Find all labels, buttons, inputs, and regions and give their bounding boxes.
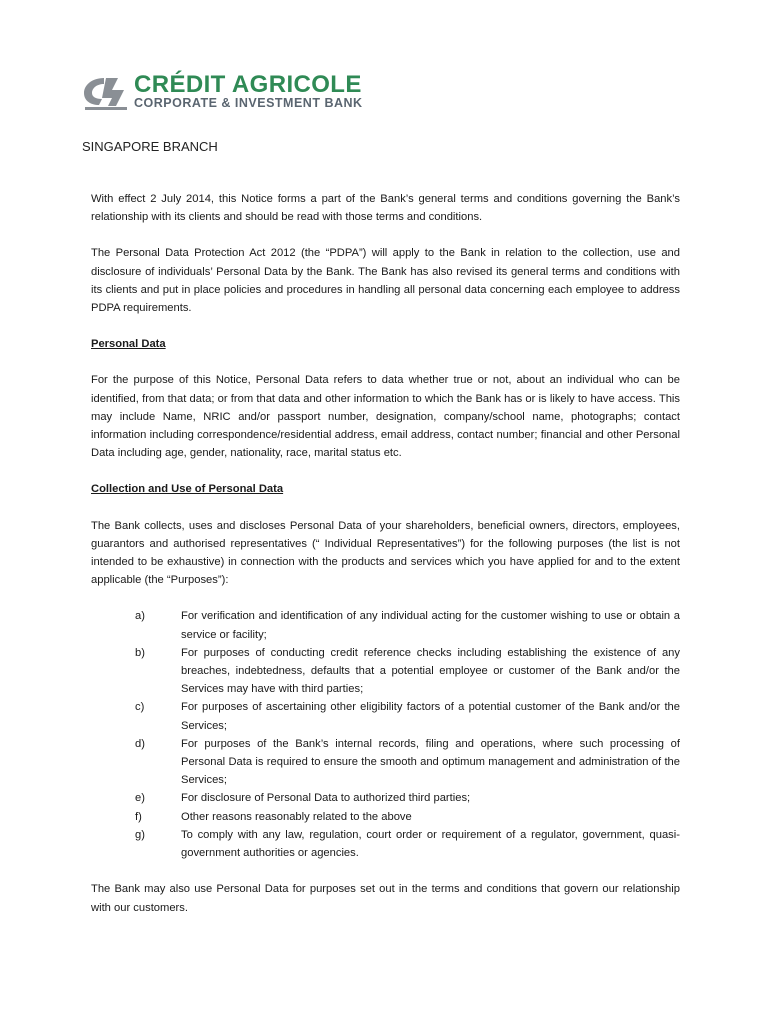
logo-subtitle: CORPORATE & INVESTMENT BANK (134, 96, 363, 110)
closing-paragraph: The Bank may also use Personal Data for purposes set out in the terms and conditions that govern our relationship with our customers. (91, 883, 680, 914)
list-marker: d) (135, 737, 145, 750)
list-text: For verification and identification of any individual acting for the customer wishing to use or obtain a service or facility; (181, 610, 680, 641)
list-text: For purposes of ascertaining other eligibility factors of a potential customer of the Bank and/or the Services; (181, 701, 680, 732)
list-item (91, 735, 680, 790)
section-heading-personal-data: Personal Data (91, 338, 166, 351)
list-text: For purposes of the Bank’s internal records, filing and operations, where such processing of Personal Data is required to ensure the smooth and optimum management and administration of the Services; (181, 737, 680, 787)
list-item (91, 789, 680, 807)
list-text: For purposes of conducting credit reference checks including establishing the existence of any breaches, indebtedness, defaults that a potential employee or customer of the Bank and/or the Services may have with third parties; (181, 646, 680, 696)
list-text: Other reasons reasonably related to the above (181, 810, 412, 823)
list-text: To comply with any law, regulation, court order or requirement of a regulator, government, quasi-government authorities or agencies. (181, 828, 680, 860)
list-item (91, 808, 680, 826)
collection-paragraph: The Bank collects, uses and discloses Personal Data of your shareholders, beneficial owners, directors, employees, guarantors and authorised representatives (“ Individual Representatives”) for the following purposes (the list is not intended to be exhaustive) in connection with the products and services which you have applied for and to the extent applicable (the “Purposes”): (91, 519, 680, 587)
intro-paragraph: With effect 2 July 2014, this Notice forms a part of the Bank’s general terms and conditions governing the Bank’s relationship with its clients and should be read with those terms and conditions. (91, 193, 680, 224)
list-marker: g) (135, 828, 145, 841)
list-marker: a) (135, 610, 145, 623)
list-item (91, 607, 680, 643)
pdpa-paragraph: The Personal Data Protection Act 2012 (the “PDPA”) will apply to the Bank in relation to the collection, use and disclosure of individuals’ Personal Data by the Bank. The Bank has also revised its general terms and conditions with its clients and put in place policies and procedures in handling all personal data concerning each employee to address PDPA requirements. (91, 247, 680, 315)
list-item (91, 644, 680, 699)
bank-logo (82, 72, 402, 112)
list-marker: b) (135, 646, 145, 659)
personal-data-paragraph: For the purpose of this Notice, Personal Data refers to data whether true or not, about an individual who can be identified, from that data; or from that data and other information to which the Bank has or is likely to have access. This may include Name, NRIC and/or passport number, designation, company/school name, photographs; contact information including correspondence/residential address, email address, contact number; financial and other Personal Data including age, gender, nationality, race, marital status etc. (91, 374, 680, 460)
list-item (91, 826, 680, 862)
section-heading-collection: Collection and Use of Personal Data (91, 483, 284, 496)
purposes-list (91, 607, 680, 862)
list-text: For disclosure of Personal Data to authorized third parties; (181, 792, 471, 805)
list-item (91, 698, 680, 734)
list-marker: e) (135, 792, 145, 805)
list-marker: c) (135, 701, 145, 714)
list-marker: f) (135, 810, 142, 823)
credit-agricole-mark-icon (82, 72, 132, 112)
branch-title: SINGAPORE BRANCH (82, 139, 218, 154)
notice-body (91, 190, 680, 917)
logo-title: CRÉDIT AGRICOLE (134, 71, 362, 98)
